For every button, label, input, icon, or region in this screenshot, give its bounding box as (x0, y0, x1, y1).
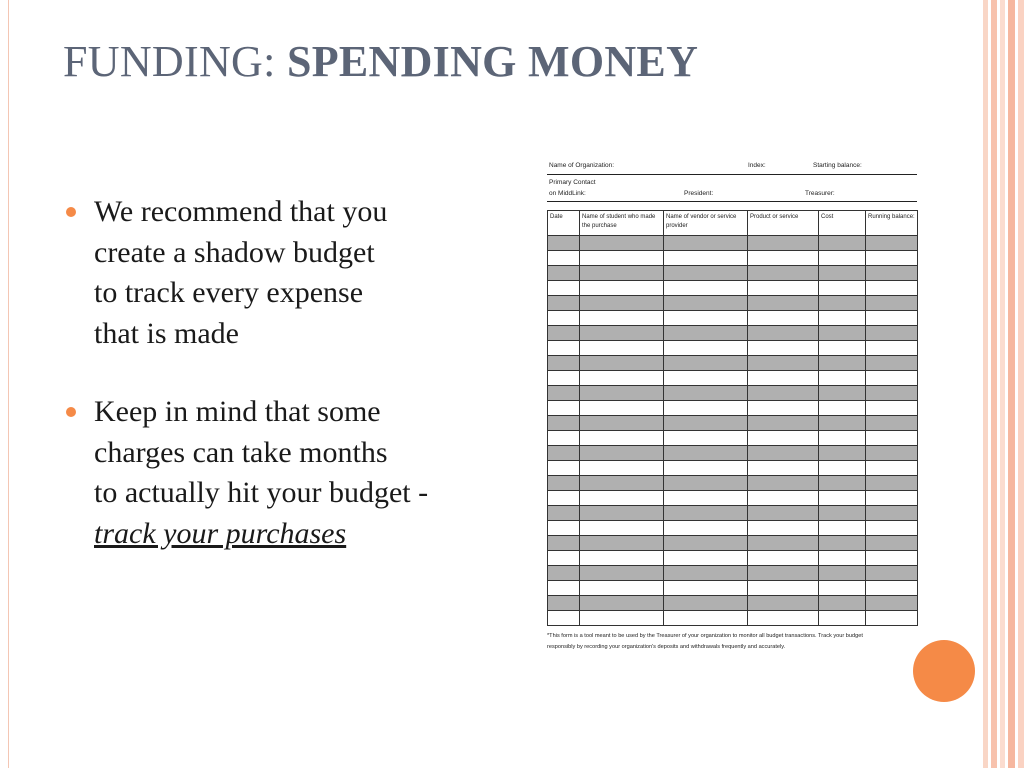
ledger-cell (664, 461, 748, 476)
bullet-line: We recommend that you (94, 195, 388, 228)
ledger-row (548, 236, 918, 251)
ledger-cell (866, 341, 918, 356)
ledger-cell (819, 251, 866, 266)
ledger-cell (548, 326, 580, 341)
ledger-cell (664, 251, 748, 266)
organization-name-label: Name of Organization: (549, 162, 615, 169)
ledger-cell (548, 491, 580, 506)
ledger-cell (819, 371, 866, 386)
ledger-cell (580, 356, 664, 371)
column-header: Name of student who made the purchase (580, 211, 664, 236)
ledger-cell (819, 461, 866, 476)
ledger-cell (748, 341, 819, 356)
ledger-cell (580, 251, 664, 266)
ledger-row (548, 371, 918, 386)
ledger-cell (548, 401, 580, 416)
ledger-cell (819, 311, 866, 326)
bullet-list (62, 192, 542, 554)
ledger-cell (664, 506, 748, 521)
ledger-cell (748, 431, 819, 446)
ledger-cell (819, 266, 866, 281)
footnote-line: responsibly by recording your organization's deposits and withdrawals frequently and accurately. (547, 644, 786, 650)
ledger-row (548, 611, 918, 626)
ledger-cell (819, 581, 866, 596)
ledger-cell (664, 401, 748, 416)
ledger-cell (664, 416, 748, 431)
ledger-cell (580, 371, 664, 386)
ledger-row (548, 281, 918, 296)
ledger-cell (580, 596, 664, 611)
ledger-cell (580, 326, 664, 341)
president-label: President: (684, 190, 714, 197)
ledger-cell (866, 401, 918, 416)
ledger-cell (866, 611, 918, 626)
ledger-cell (664, 311, 748, 326)
ledger-row (548, 491, 918, 506)
ledger-cell (748, 296, 819, 311)
ledger-cell (664, 296, 748, 311)
ledger-cell (664, 326, 748, 341)
ledger-cell (664, 611, 748, 626)
ledger-cell (866, 521, 918, 536)
ledger-cell (866, 371, 918, 386)
bullet-line: create a shadow budget (94, 235, 375, 269)
ledger-cell (664, 491, 748, 506)
bullet-dot-icon (66, 207, 76, 217)
column-header: Name of vendor or service provider (664, 211, 748, 236)
ledger-row (548, 326, 918, 341)
footnote-line: *This form is a tool meant to be used by the Treasurer of your organization to monitor all budget transactions. Track your budget (547, 633, 863, 639)
ledger-cell (664, 566, 748, 581)
title-prefix: FUNDING: (63, 37, 287, 86)
ledger-row (548, 296, 918, 311)
ledger-cell (866, 356, 918, 371)
ledger-cell (580, 386, 664, 401)
ledger-table (547, 210, 918, 626)
ledger-cell (664, 281, 748, 296)
ledger-cell (580, 566, 664, 581)
ledger-row (548, 476, 918, 491)
treasurer-label: Treasurer: (805, 190, 835, 197)
ledger-cell (748, 581, 819, 596)
bullet-item (62, 392, 542, 554)
bullet-item (62, 192, 542, 354)
ledger-cell (748, 386, 819, 401)
ledger-cell (664, 596, 748, 611)
bullet-line: that is made (94, 316, 239, 350)
ledger-cell (819, 521, 866, 536)
ledger-cell (819, 476, 866, 491)
ledger-cell (866, 476, 918, 491)
starting-balance-label: Starting balance: (813, 162, 862, 169)
ledger-cell (866, 236, 918, 251)
ledger-cell (580, 446, 664, 461)
ledger-cell (866, 311, 918, 326)
ledger-cell (548, 461, 580, 476)
form-header-row (547, 158, 917, 175)
decorative-stripe (1008, 0, 1015, 768)
ledger-cell (580, 266, 664, 281)
ledger-cell (748, 521, 819, 536)
ledger-cell (548, 251, 580, 266)
ledger-cell (580, 476, 664, 491)
ledger-row (548, 446, 918, 461)
ledger-cell (748, 491, 819, 506)
ledger-cell (664, 356, 748, 371)
bullet-line: Keep in mind that some (94, 395, 381, 428)
column-header: Date (548, 211, 580, 236)
ledger-cell (580, 296, 664, 311)
ledger-cell (580, 551, 664, 566)
ledger-cell (819, 341, 866, 356)
ledger-header-row (548, 211, 918, 236)
ledger-cell (664, 446, 748, 461)
ledger-cell (819, 281, 866, 296)
ledger-cell (819, 386, 866, 401)
ledger-cell (819, 596, 866, 611)
ledger-cell (548, 566, 580, 581)
ledger-cell (580, 506, 664, 521)
ledger-cell (748, 326, 819, 341)
ledger-cell (580, 281, 664, 296)
ledger-cell (548, 521, 580, 536)
slide-title (63, 36, 698, 87)
bullet-line: to track every expense (94, 276, 364, 309)
bullet-line: charges can take months (94, 435, 388, 469)
ledger-cell (866, 266, 918, 281)
ledger-cell (819, 416, 866, 431)
ledger-cell (580, 536, 664, 551)
decorative-stripe (991, 0, 997, 768)
ledger-cell (866, 506, 918, 521)
ledger-row (548, 521, 918, 536)
ledger-row (548, 401, 918, 416)
middlink-label: on MiddLink: (549, 190, 586, 197)
ledger-cell (819, 296, 866, 311)
ledger-cell (748, 356, 819, 371)
ledger-cell (866, 296, 918, 311)
ledger-cell (819, 431, 866, 446)
ledger-cell (580, 461, 664, 476)
ledger-cell (664, 236, 748, 251)
ledger-cell (819, 536, 866, 551)
bullet-line: to actually hit your budget - (94, 476, 429, 509)
decorative-stripe (1018, 0, 1024, 768)
ledger-cell (548, 506, 580, 521)
ledger-cell (580, 236, 664, 251)
ledger-cell (548, 296, 580, 311)
ledger-cell (819, 551, 866, 566)
primary-contact-label: Primary Contact (549, 179, 596, 186)
ledger-cell (748, 566, 819, 581)
ledger-cell (866, 566, 918, 581)
ledger-cell (580, 581, 664, 596)
ledger-cell (748, 476, 819, 491)
ledger-cell (866, 551, 918, 566)
form-footnote (547, 631, 917, 653)
column-header: Running balance: (866, 211, 918, 236)
ledger-cell (819, 566, 866, 581)
ledger-cell (664, 521, 748, 536)
ledger-row (548, 506, 918, 521)
ledger-cell (580, 311, 664, 326)
ledger-row (548, 311, 918, 326)
ledger-cell (548, 266, 580, 281)
ledger-cell (866, 446, 918, 461)
ledger-cell (748, 281, 819, 296)
ledger-cell (748, 416, 819, 431)
column-header: Product or service (748, 211, 819, 236)
ledger-cell (866, 416, 918, 431)
ledger-cell (748, 596, 819, 611)
ledger-row (548, 341, 918, 356)
ledger-cell (548, 596, 580, 611)
ledger-cell (819, 356, 866, 371)
ledger-cell (866, 491, 918, 506)
ledger-body (548, 236, 918, 626)
ledger-cell (866, 596, 918, 611)
ledger-cell (819, 611, 866, 626)
ledger-cell (866, 386, 918, 401)
ledger-row (548, 431, 918, 446)
ledger-cell (580, 416, 664, 431)
ledger-cell (748, 536, 819, 551)
bullet-dot-icon (66, 407, 76, 417)
ledger-cell (866, 431, 918, 446)
ledger-cell (548, 551, 580, 566)
ledger-row (548, 416, 918, 431)
ledger-cell (548, 341, 580, 356)
ledger-cell (819, 401, 866, 416)
ledger-cell (664, 476, 748, 491)
ledger-row (548, 551, 918, 566)
ledger-cell (548, 611, 580, 626)
ledger-row (548, 536, 918, 551)
ledger-cell (819, 491, 866, 506)
ledger-cell (866, 581, 918, 596)
ledger-cell (580, 491, 664, 506)
title-emphasis: SPENDING MONEY (286, 37, 699, 86)
ledger-cell (548, 281, 580, 296)
ledger-row (548, 596, 918, 611)
ledger-cell (866, 281, 918, 296)
ledger-cell (580, 401, 664, 416)
ledger-cell (664, 371, 748, 386)
decorative-circle (913, 640, 975, 702)
ledger-cell (548, 446, 580, 461)
decorative-stripe (1000, 0, 1005, 768)
ledger-cell (748, 311, 819, 326)
ledger-cell (748, 446, 819, 461)
ledger-cell (748, 551, 819, 566)
column-header: Cost (819, 211, 866, 236)
ledger-cell (548, 386, 580, 401)
shadow-budget-form (547, 158, 917, 653)
ledger-cell (748, 371, 819, 386)
ledger-row (548, 251, 918, 266)
ledger-cell (548, 431, 580, 446)
ledger-cell (748, 236, 819, 251)
bullet-emphasis: track your purchases (94, 516, 347, 550)
ledger-cell (819, 326, 866, 341)
ledger-row (548, 266, 918, 281)
ledger-cell (548, 356, 580, 371)
ledger-cell (819, 506, 866, 521)
ledger-cell (580, 611, 664, 626)
ledger-row (548, 386, 918, 401)
ledger-row (548, 461, 918, 476)
ledger-cell (664, 536, 748, 551)
ledger-cell (819, 446, 866, 461)
ledger-cell (580, 431, 664, 446)
decorative-stripe (983, 0, 988, 768)
ledger-cell (664, 386, 748, 401)
ledger-cell (866, 461, 918, 476)
ledger-cell (548, 476, 580, 491)
ledger-cell (664, 266, 748, 281)
ledger-cell (580, 521, 664, 536)
form-contact-row (547, 178, 917, 202)
ledger-cell (866, 251, 918, 266)
ledger-cell (548, 416, 580, 431)
ledger-cell (664, 341, 748, 356)
ledger-row (548, 581, 918, 596)
ledger-cell (819, 236, 866, 251)
ledger-cell (748, 611, 819, 626)
ledger-cell (548, 311, 580, 326)
ledger-cell (748, 266, 819, 281)
ledger-cell (866, 326, 918, 341)
ledger-cell (664, 431, 748, 446)
ledger-cell (548, 236, 580, 251)
ledger-cell (866, 536, 918, 551)
ledger-row (548, 356, 918, 371)
ledger-cell (748, 401, 819, 416)
ledger-cell (548, 536, 580, 551)
ledger-cell (664, 581, 748, 596)
ledger-cell (748, 461, 819, 476)
ledger-cell (548, 581, 580, 596)
ledger-cell (748, 506, 819, 521)
index-label: Index: (748, 162, 766, 169)
ledger-cell (664, 551, 748, 566)
ledger-row (548, 566, 918, 581)
ledger-cell (580, 341, 664, 356)
ledger-cell (548, 371, 580, 386)
ledger-cell (748, 251, 819, 266)
